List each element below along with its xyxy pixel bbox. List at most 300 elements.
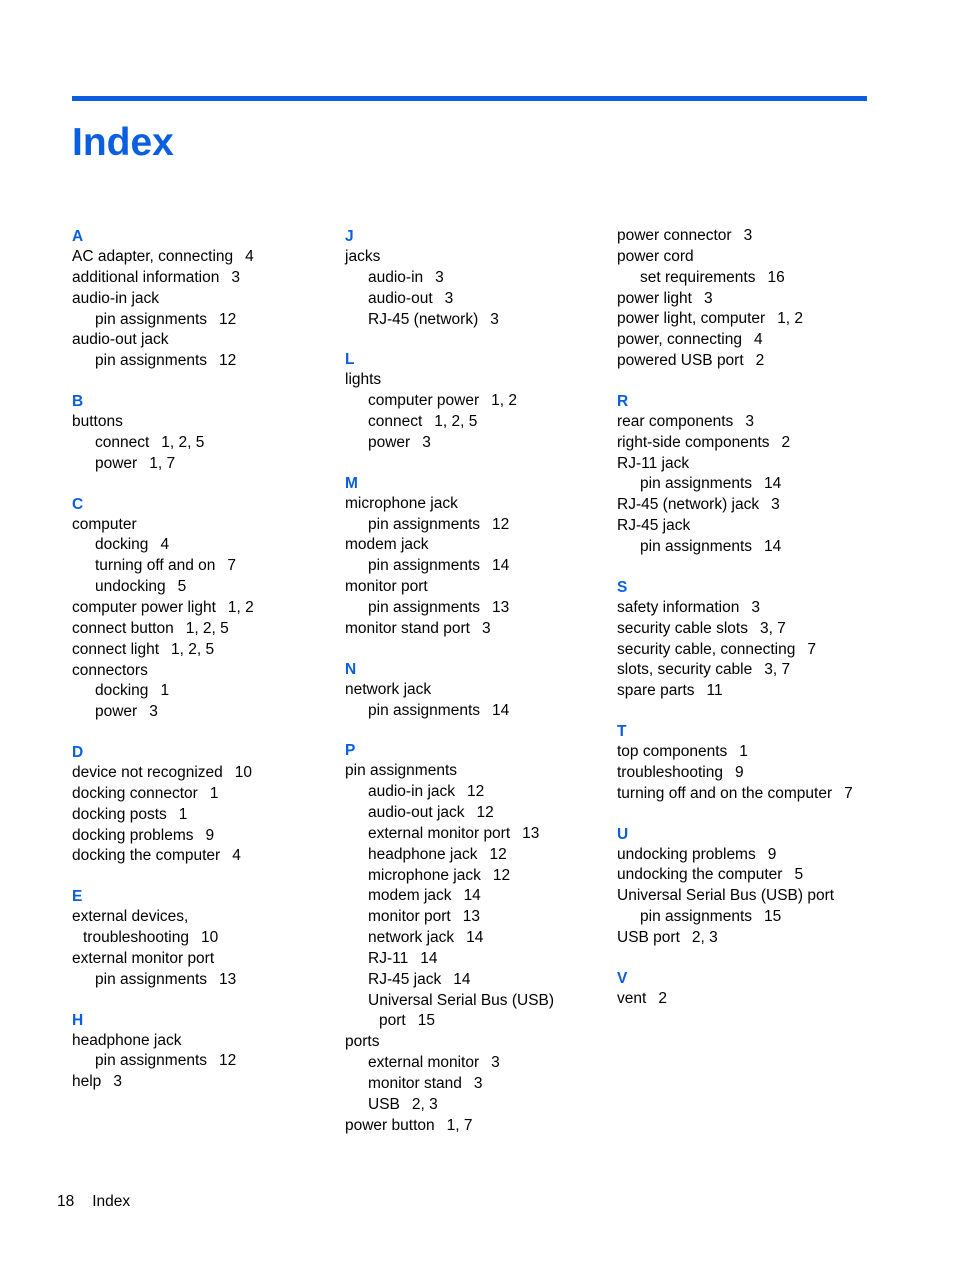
index-section [345, 226, 610, 330]
index-entry [72, 515, 337, 536]
entry-term: external monitor [368, 1054, 480, 1072]
index-subentry [72, 535, 337, 556]
entry-page-refs: 12 [219, 352, 237, 370]
section-letter: J [345, 228, 354, 245]
index-section [617, 824, 917, 949]
entry-term: audio-out jack [72, 331, 169, 349]
section-letter: C [72, 495, 84, 513]
entry-page-refs: 1, 2 [777, 310, 804, 328]
entry-page-refs: 4 [232, 847, 241, 865]
index-subentry [345, 433, 610, 454]
index-subentry [345, 782, 610, 803]
entry-term: pin assignments [640, 475, 753, 493]
entry-page-refs: 3 [422, 433, 431, 451]
entry-term: audio-in jack [368, 783, 456, 801]
entry-term: port [379, 1012, 406, 1030]
entry-term: undocking problems [617, 845, 756, 863]
index-section [345, 659, 610, 722]
entry-term: additional information [72, 268, 220, 286]
index-entry [617, 681, 917, 702]
entry-page-refs: 13 [522, 824, 540, 842]
entry-page-refs: 3 [745, 412, 754, 430]
entry-page-refs: 9 [205, 826, 215, 844]
index-entry [617, 516, 917, 537]
entry-term: audio-in jack [72, 289, 160, 307]
index-entry [617, 412, 917, 433]
entry-term: monitor stand port [345, 619, 470, 637]
entry-page-refs: 1, 2, 5 [434, 413, 478, 431]
entry-term: power cord [617, 247, 694, 265]
index-subentry [345, 824, 610, 845]
entry-page-refs: 4 [753, 331, 763, 349]
entry-page-refs: 9 [735, 763, 744, 781]
index-entry [72, 907, 337, 928]
index-subentry [345, 803, 610, 824]
index-subentry [345, 1011, 610, 1032]
entry-page-refs: 12 [219, 1052, 237, 1070]
entry-page-refs: 1, 2, 5 [171, 640, 215, 658]
index-entry [345, 577, 610, 598]
entry-term: security cable, connecting [617, 640, 796, 658]
index-entry [72, 289, 337, 310]
index-entry [72, 640, 337, 661]
entry-term: RJ-11 jack [617, 454, 690, 472]
entry-term: computer [72, 515, 137, 533]
entry-page-refs: 3 [231, 268, 240, 286]
section-letter: M [345, 474, 358, 492]
index-entry [72, 1031, 337, 1052]
index-entry [617, 495, 917, 516]
entry-page-refs: 1, 7 [149, 454, 176, 472]
index-subentry [345, 598, 610, 619]
entry-term: troubleshooting [83, 929, 189, 947]
entry-page-refs: 3 [481, 619, 491, 637]
entry-term: RJ-11 [368, 949, 409, 967]
page-title: Index [72, 121, 174, 164]
index-entry [617, 226, 917, 247]
entry-term: device not recognized [72, 764, 223, 782]
index-subentry [345, 515, 610, 536]
index-subentry [345, 289, 610, 310]
entry-page-refs: 14 [492, 557, 510, 575]
entry-term: docking the computer [72, 847, 221, 865]
section-letter: A [72, 228, 84, 245]
entry-term: USB [368, 1095, 400, 1113]
index-entry [72, 598, 337, 619]
entry-term: power light, computer [617, 310, 766, 328]
index-subentry [345, 310, 610, 331]
index-entry [617, 433, 917, 454]
entry-term: docking posts [72, 805, 167, 823]
index-entry [72, 784, 337, 805]
section-letter: V [617, 969, 628, 987]
entry-page-refs: 14 [463, 887, 481, 905]
entry-page-refs: 14 [420, 949, 438, 967]
entry-term: audio-out [368, 289, 433, 307]
entry-term: power [95, 454, 138, 472]
entry-page-refs: 2 [781, 433, 791, 451]
index-section [72, 1010, 337, 1094]
entry-term: right-side components [617, 433, 770, 451]
entry-term: headphone jack [72, 1031, 182, 1049]
index-subentry [617, 268, 917, 289]
entry-page-refs: 14 [492, 701, 510, 719]
entry-term: buttons [72, 413, 123, 431]
index-subentry [72, 577, 337, 598]
index-subentry [617, 907, 917, 928]
index-section [72, 391, 337, 475]
entry-page-refs: 15 [417, 1012, 435, 1030]
entry-page-refs: 2 [658, 989, 667, 1007]
entry-page-refs: 3 [113, 1073, 122, 1091]
entry-page-refs: 10 [234, 764, 253, 782]
entry-term: vent [617, 989, 647, 1007]
entry-page-refs: 2, 3 [691, 928, 718, 946]
index-section [345, 473, 610, 640]
entry-term: docking connector [72, 784, 198, 802]
entry-term: powered USB port [617, 352, 744, 370]
index-entry [72, 412, 337, 433]
entry-page-refs: 1 [160, 682, 170, 700]
entry-term: modem jack [368, 887, 452, 905]
entry-page-refs: 14 [764, 475, 782, 493]
index-entry [72, 846, 337, 867]
index-entry [72, 661, 337, 682]
footer-label: Index [92, 1193, 131, 1210]
index-subentry [72, 970, 337, 991]
entry-term: pin assignments [368, 557, 481, 575]
entry-page-refs: 3 [435, 268, 444, 286]
entry-page-refs: 4 [160, 536, 170, 554]
section-letter: D [72, 744, 84, 762]
entry-term: pin assignments [95, 310, 208, 328]
index-subentry [345, 1095, 610, 1116]
index-subentry [345, 268, 610, 289]
section-letter: U [617, 825, 629, 843]
entry-term: slots, security cable [617, 661, 753, 679]
entry-page-refs: 14 [466, 929, 484, 947]
index-entry [617, 928, 917, 949]
entry-term: connect [95, 433, 150, 451]
index-entry [345, 247, 610, 268]
index-subentry [72, 1051, 337, 1072]
index-entry [617, 886, 917, 907]
entry-page-refs: 3 [473, 1075, 483, 1092]
index-subentry [72, 351, 337, 372]
entry-term: lights [345, 371, 382, 389]
entry-term: pin assignments [95, 352, 208, 370]
entry-term: undocking the computer [617, 866, 783, 884]
entry-term: pin assignments [640, 908, 753, 926]
entry-page-refs: 1, 2, 5 [185, 619, 229, 637]
index-subentry [345, 845, 610, 866]
entry-page-refs: 3 [149, 703, 158, 721]
entry-page-refs: 1 [209, 784, 219, 802]
entry-page-refs: 15 [764, 908, 782, 926]
entry-page-refs: 12 [219, 310, 237, 328]
entry-page-refs: 3, 7 [759, 619, 786, 637]
entry-page-refs: 13 [492, 598, 510, 616]
entry-term: power connector [617, 227, 732, 244]
entry-page-refs: 3 [703, 289, 713, 307]
entry-term: safety information [617, 598, 740, 616]
entry-term: docking problems [72, 826, 194, 844]
entry-term: power light [617, 289, 692, 307]
entry-term: docking [95, 682, 149, 700]
entry-page-refs: 5 [177, 578, 187, 596]
entry-page-refs: 5 [794, 866, 804, 884]
entry-page-refs: 2, 3 [411, 1095, 438, 1113]
entry-term: monitor port [345, 578, 428, 596]
title-rule [72, 96, 867, 101]
index-subentry [345, 907, 610, 928]
index-entry [72, 619, 337, 640]
index-subentry [345, 886, 610, 907]
entry-term: connect light [72, 640, 160, 658]
entry-term: ports [345, 1033, 380, 1051]
entry-page-refs: 1, 2 [227, 598, 254, 616]
entry-term: set requirements [640, 268, 756, 286]
entry-page-refs: 1 [739, 743, 748, 761]
entry-page-refs: 3 [491, 1054, 500, 1072]
index-entry [345, 1032, 610, 1053]
index-entry [617, 351, 917, 372]
index-section [72, 886, 337, 990]
index-entry [72, 1072, 337, 1093]
index-section [617, 721, 917, 805]
index-entry [345, 535, 610, 556]
entry-page-refs: 14 [453, 970, 471, 988]
entry-page-refs: 3 [743, 227, 753, 244]
entry-term: audio-out jack [368, 804, 465, 822]
entry-term: microphone jack [368, 866, 481, 884]
index-entry [345, 619, 610, 640]
entry-term: pin assignments [95, 970, 208, 988]
index-entry [617, 989, 917, 1010]
index-subentry [72, 433, 337, 454]
entry-page-refs: 13 [462, 908, 480, 926]
index-column-2 [345, 226, 610, 1156]
entry-term: undocking [95, 578, 166, 596]
entry-term: power button [345, 1116, 435, 1134]
entry-page-refs: 3 [490, 310, 499, 328]
entry-term: modem jack [345, 536, 429, 554]
entry-term: spare parts [617, 682, 695, 700]
index-subentry [72, 454, 337, 475]
index-entry [345, 680, 610, 701]
index-subentry [72, 681, 337, 702]
index-section [617, 391, 917, 558]
entry-term: turning off and on the computer [617, 784, 833, 802]
index-subentry [345, 1053, 610, 1074]
footer-page-number: 18 [57, 1193, 75, 1210]
entry-term: monitor port [368, 908, 451, 926]
index-entry [72, 826, 337, 847]
entry-term: AC adapter, connecting [72, 248, 234, 265]
section-letter: E [72, 888, 83, 906]
entry-term: network jack [368, 929, 455, 947]
index-entry [72, 805, 337, 826]
index-subentry [345, 412, 610, 433]
page-footer [57, 1192, 130, 1212]
index-entry [617, 330, 917, 351]
index-entry [617, 784, 917, 805]
entry-term: external monitor port [72, 949, 215, 967]
index-column-1 [72, 226, 337, 1112]
index-entry [617, 865, 917, 886]
section-letter: B [72, 393, 84, 411]
index-entry [345, 370, 610, 391]
index-entry [617, 309, 917, 330]
index-section [345, 349, 610, 453]
section-letter: R [617, 392, 629, 410]
index-entry [72, 949, 337, 970]
entry-term: monitor stand [368, 1075, 462, 1092]
index-column-3 [617, 226, 917, 1029]
entry-term: network jack [345, 680, 432, 698]
entry-term: RJ-45 jack [617, 517, 691, 535]
entry-term: turning off and on [95, 557, 216, 575]
entry-term: USB port [617, 928, 680, 946]
entry-term: headphone jack [368, 845, 478, 863]
index-subentry [345, 701, 610, 722]
entry-term: security cable slots [617, 619, 748, 637]
entry-term: help [72, 1073, 102, 1091]
index-entry [617, 619, 917, 640]
index-entry [345, 1116, 610, 1137]
index-entry [72, 928, 337, 949]
index-entry [72, 247, 337, 268]
entry-term: RJ-45 (network) jack [617, 496, 760, 514]
section-letter: H [72, 1011, 84, 1029]
entry-term: pin assignments [368, 515, 481, 533]
section-letter: N [345, 660, 357, 678]
entry-term: audio-in [368, 268, 424, 286]
section-letter: L [345, 351, 355, 369]
index-subentry [345, 928, 610, 949]
entry-term: power [368, 433, 411, 451]
entry-term: top components [617, 743, 728, 761]
entry-term: power [95, 703, 138, 721]
entry-term: computer power light [72, 598, 216, 616]
section-letter: T [617, 723, 627, 741]
entry-term: pin assignments [368, 701, 481, 719]
index-entry [345, 761, 610, 782]
entry-term: docking [95, 536, 149, 554]
index-subentry [345, 391, 610, 412]
index-entry [617, 640, 917, 661]
index-subentry [72, 556, 337, 577]
entry-page-refs: 12 [476, 804, 494, 822]
index-entry [72, 330, 337, 351]
entry-term: pin assignments [345, 762, 458, 780]
index-entry [617, 660, 917, 681]
index-entry [617, 763, 917, 784]
entry-term: Universal Serial Bus (USB) port [617, 887, 835, 905]
entry-page-refs: 2 [755, 352, 765, 370]
entry-page-refs: 14 [764, 537, 782, 555]
entry-term: rear components [617, 412, 734, 430]
entry-term: power, connecting [617, 331, 742, 349]
index-entry [617, 845, 917, 866]
entry-page-refs: 11 [706, 682, 723, 700]
index-entry [72, 268, 337, 289]
entry-term: pin assignments [95, 1052, 208, 1070]
entry-page-refs: 7 [844, 784, 853, 802]
entry-term: Universal Serial Bus (USB) [368, 991, 555, 1009]
index-subentry [617, 474, 917, 495]
section-letter: P [345, 742, 356, 760]
index-subentry [72, 702, 337, 723]
index-subentry [617, 537, 917, 558]
index-subentry [345, 949, 610, 970]
entry-page-refs: 12 [467, 783, 485, 801]
entry-term: connect button [72, 619, 174, 637]
entry-term: external monitor port [368, 824, 511, 842]
index-subentry [345, 866, 610, 887]
entry-page-refs: 7 [227, 557, 236, 575]
index-section [617, 577, 917, 702]
index-entry [617, 289, 917, 310]
index-subentry [72, 310, 337, 331]
index-section [72, 494, 337, 723]
entry-term: connect [368, 413, 423, 431]
entry-page-refs: 10 [201, 929, 219, 947]
index-entry [617, 742, 917, 763]
index-subentry [345, 970, 610, 991]
entry-term: troubleshooting [617, 763, 723, 781]
entry-term: computer power [368, 392, 480, 410]
entry-page-refs: 1 [178, 805, 188, 823]
entry-term: external devices, [72, 908, 189, 926]
entry-term: microphone jack [345, 494, 458, 512]
entry-term: jacks [345, 248, 381, 265]
entry-page-refs: 12 [492, 515, 510, 533]
entry-term: pin assignments [368, 598, 481, 616]
entry-page-refs: 3 [444, 289, 454, 307]
entry-page-refs: 9 [767, 845, 777, 863]
entry-term: RJ-45 jack [368, 970, 442, 988]
entry-term: connectors [72, 661, 148, 679]
index-section [617, 226, 917, 372]
entry-page-refs: 1, 7 [446, 1116, 473, 1134]
entry-page-refs: 1, 2 [491, 392, 517, 410]
index-entry [617, 598, 917, 619]
index-section [72, 742, 337, 867]
index-section [617, 968, 917, 1010]
index-entry [345, 494, 610, 515]
entry-page-refs: 13 [219, 970, 237, 988]
index-entry [617, 454, 917, 475]
index-entry [72, 763, 337, 784]
entry-term: pin assignments [640, 537, 753, 555]
entry-term: RJ-45 (network) [368, 310, 479, 328]
entry-page-refs: 12 [489, 845, 507, 863]
entry-page-refs: 16 [767, 268, 785, 286]
entry-page-refs: 4 [245, 248, 254, 265]
entry-page-refs: 3 [751, 598, 760, 616]
section-letter: S [617, 578, 628, 596]
index-subentry [345, 1074, 610, 1095]
entry-page-refs: 1, 2, 5 [161, 433, 205, 451]
index-subentry [345, 991, 610, 1012]
index-section [345, 740, 610, 1136]
index-entry [617, 247, 917, 268]
entry-page-refs: 3 [771, 496, 780, 514]
entry-page-refs: 7 [807, 640, 816, 658]
index-section [72, 226, 337, 372]
entry-page-refs: 12 [492, 866, 511, 884]
